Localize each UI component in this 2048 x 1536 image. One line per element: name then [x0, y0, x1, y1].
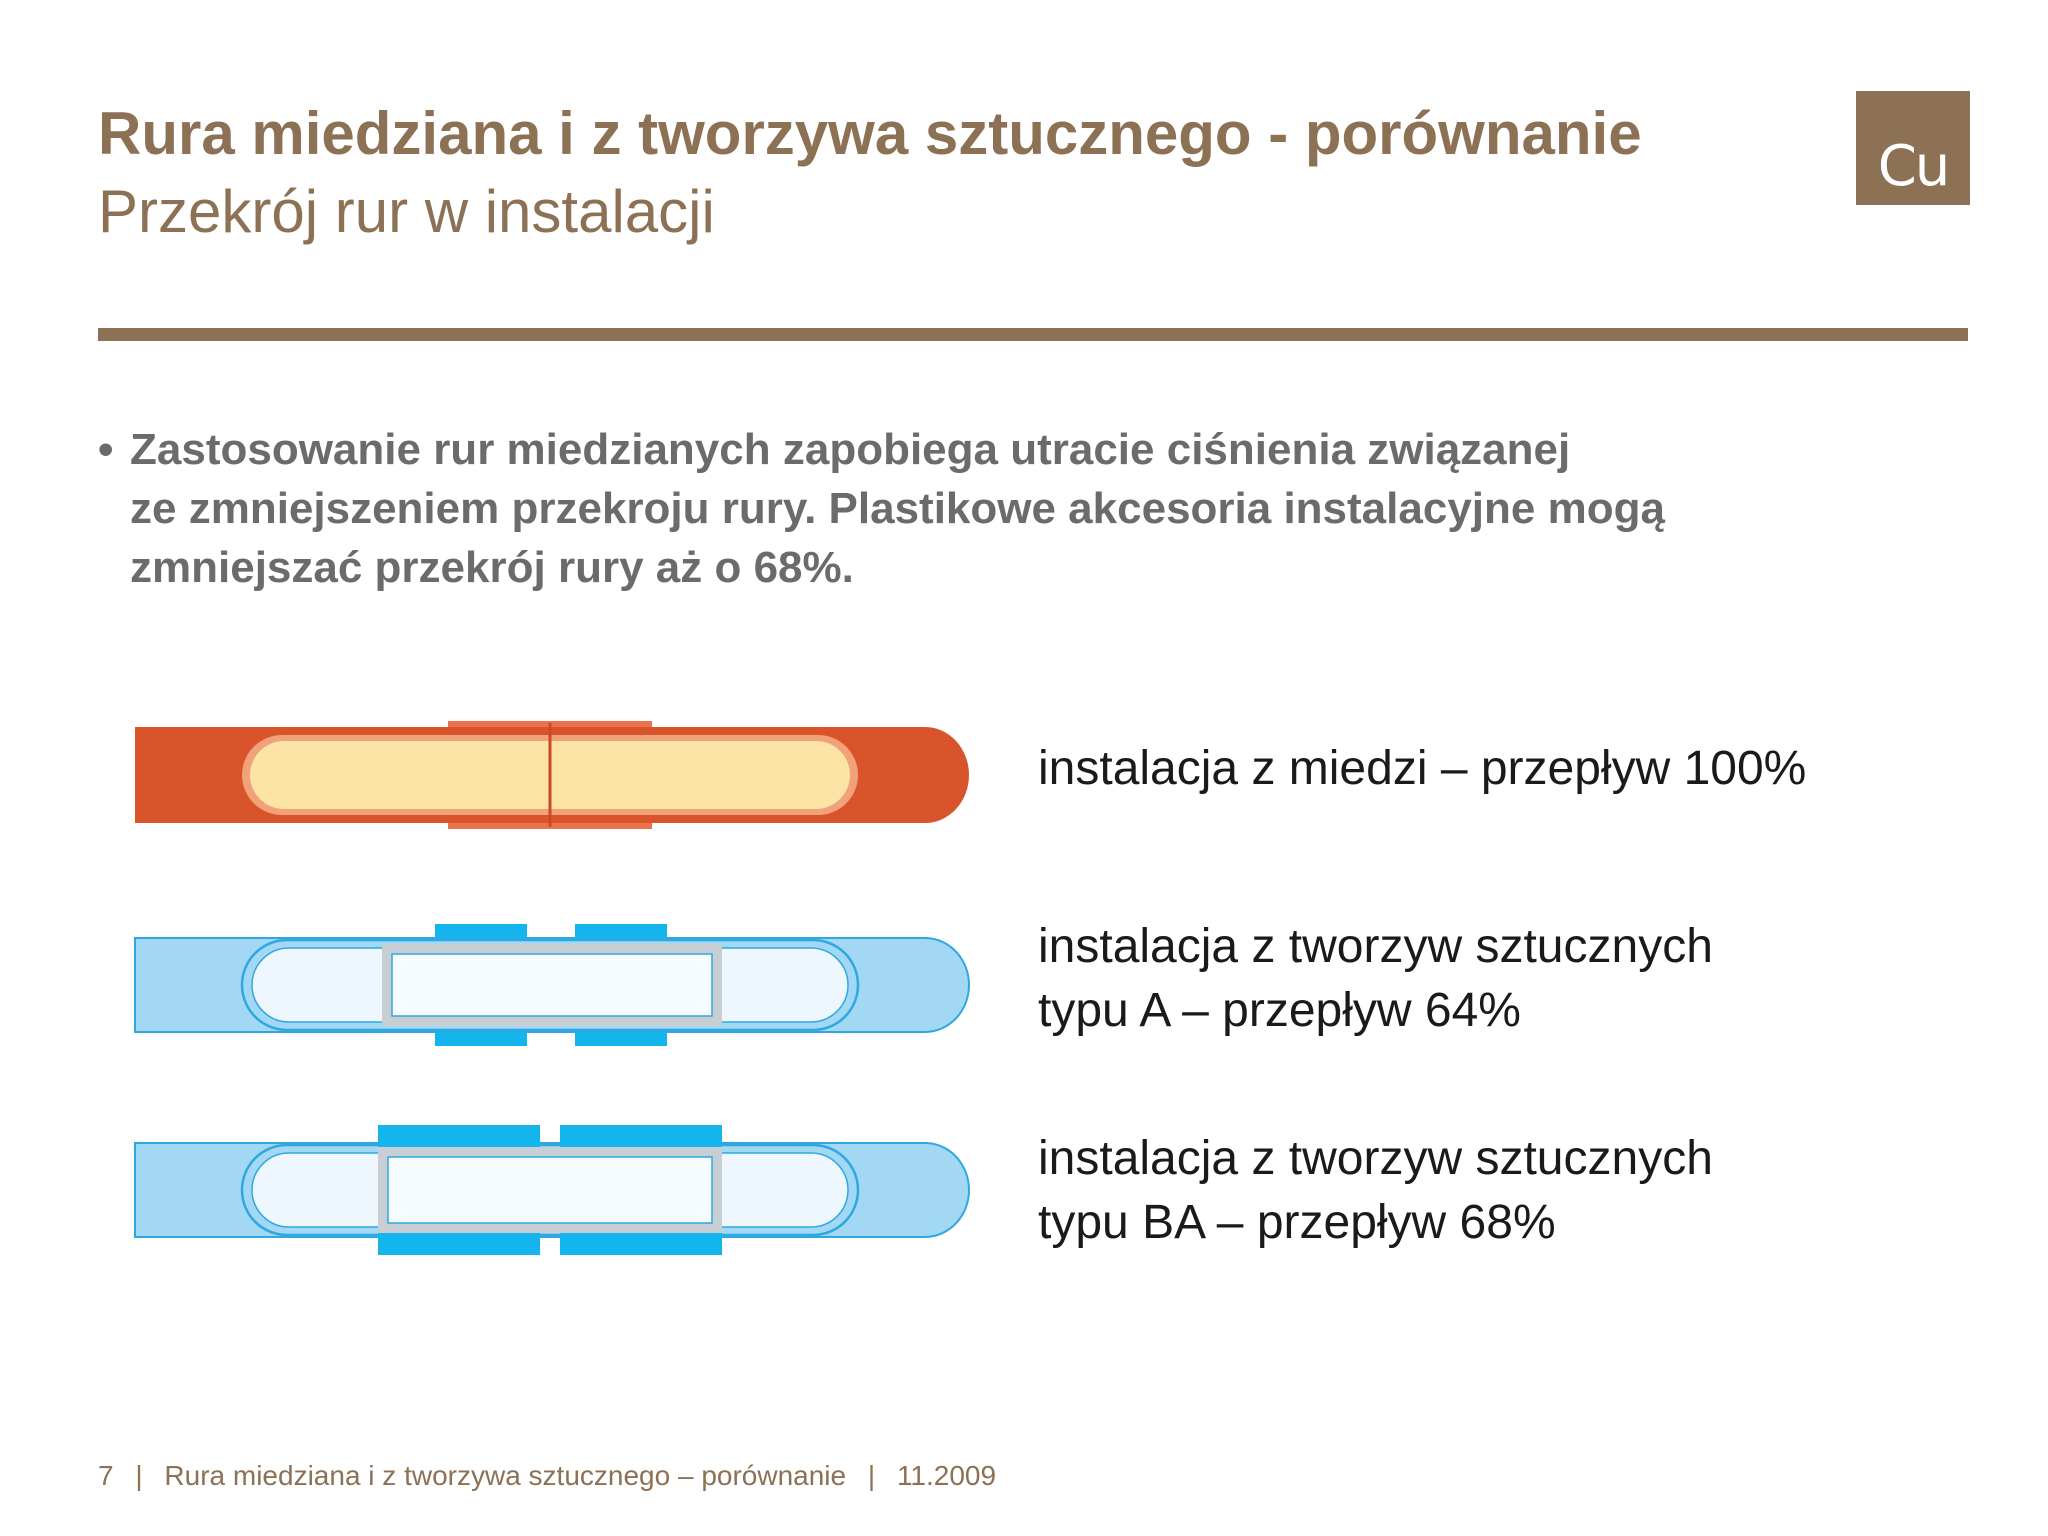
page-title: Rura miedziana i z tworzywa sztucznego - porównanie	[98, 100, 1642, 167]
label-plastic-a	[1038, 915, 1713, 1043]
label-plastic-ba-line-2: typu BA – przepływ 68%	[1038, 1196, 1556, 1249]
footer-separator: |	[135, 1460, 143, 1491]
bullet-text: Zastosowanie rur miedzianych zapobiega utracie ciśnienia związanej ze zmniejszeniem przekroju rury. Plastikowe akcesoria instalacyjne mogą zmniejszać przekrój rury aż o 68%.	[130, 425, 1665, 592]
label-plastic-a-line-1: instalacja z tworzyw sztucznych	[1038, 920, 1713, 973]
plastic-pipe-ba-diagram	[135, 1125, 969, 1255]
page-subtitle: Przekrój rur w instalacji	[98, 178, 715, 245]
label-plastic-ba	[1038, 1127, 1713, 1255]
footer	[98, 1460, 1010, 1492]
bullet-icon: •	[98, 425, 114, 474]
copper-pipe-diagram	[135, 721, 969, 829]
pipe-cross-sections	[130, 715, 980, 1275]
label-copper	[1038, 737, 1806, 801]
label-copper-line-1: instalacja z miedzi – przepływ 100%	[1038, 742, 1807, 795]
footer-separator: |	[867, 1460, 876, 1491]
label-plastic-a-line-2: typu A – przepływ 64%	[1038, 984, 1521, 1037]
header-divider	[98, 328, 1968, 341]
footer-title: Rura miedziana i z tworzywa sztucznego – porównanie	[164, 1460, 847, 1491]
footer-page-number: 7	[98, 1460, 114, 1491]
bullet-point	[98, 420, 1898, 597]
cu-logo: Cu	[1856, 91, 1970, 205]
label-plastic-ba-line-1: instalacja z tworzyw sztucznych	[1038, 1132, 1713, 1185]
plastic-pipe-a-diagram	[135, 924, 969, 1046]
footer-date: 11.2009	[896, 1460, 997, 1491]
